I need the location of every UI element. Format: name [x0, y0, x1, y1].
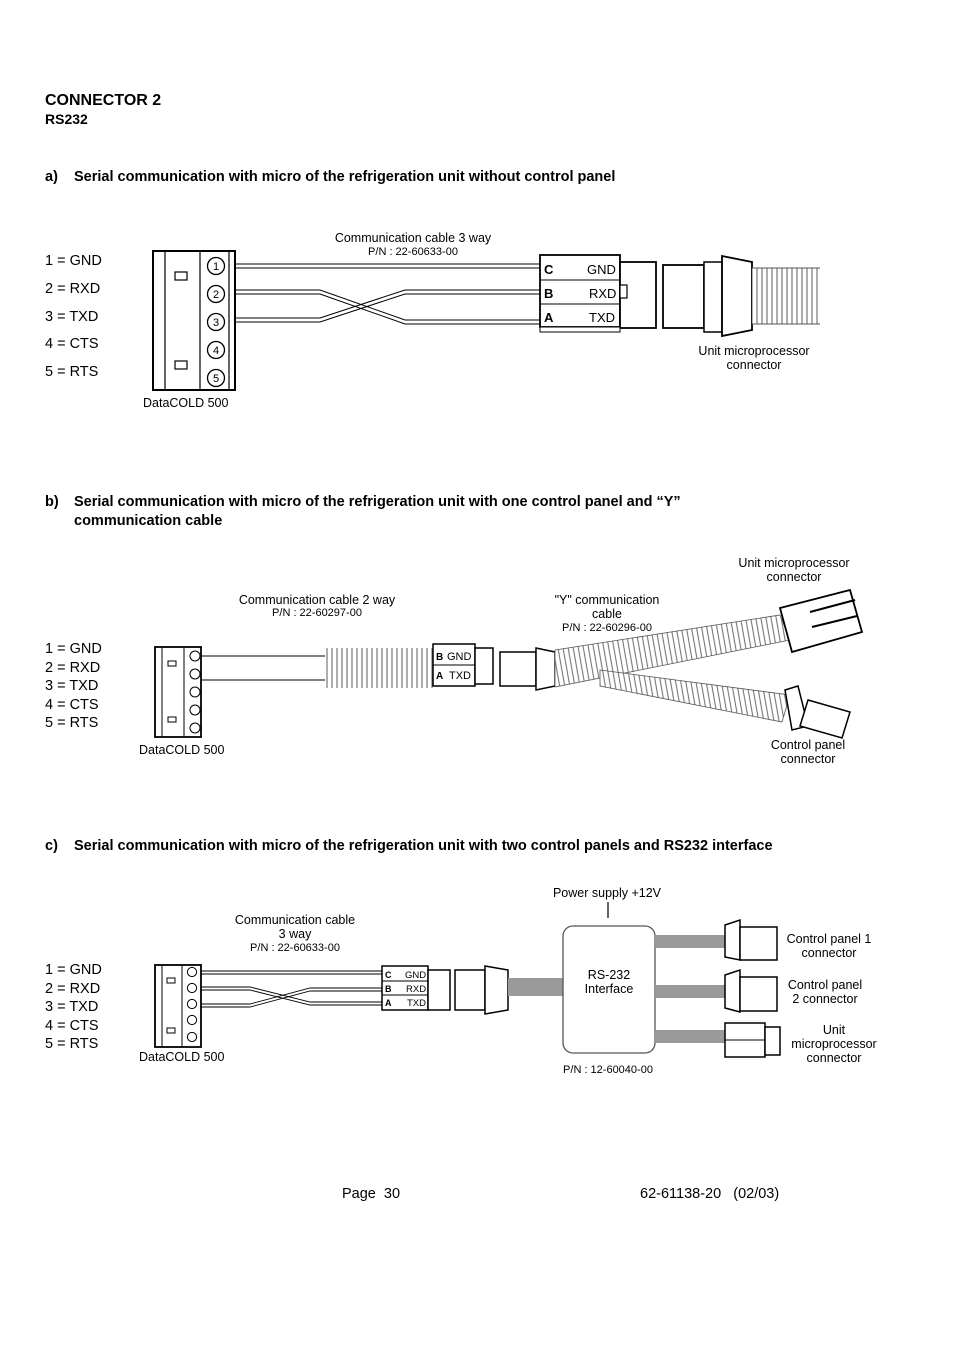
pin-item: 2 = RXD [45, 980, 101, 997]
pin-item: 4 = CTS [45, 1017, 99, 1034]
plug-letter: B [436, 652, 444, 663]
section-b-label: b) [45, 494, 59, 510]
section-c-label: c) [45, 838, 58, 854]
y-cable-label: "Y" communication cable [554, 593, 660, 621]
page-title: CONNECTOR 2 [45, 92, 162, 109]
y-cable-inlet [500, 648, 555, 690]
datacold-a-label: DataCOLD 500 [143, 396, 229, 410]
section-a-label: a) [45, 169, 58, 185]
plug-signal: GND [587, 262, 616, 277]
terminal-number: 2 [212, 289, 220, 301]
datacold-terminal-a [153, 251, 235, 390]
page-number: Page 30 [342, 1186, 401, 1202]
terminal-number: 1 [212, 261, 220, 273]
plug-a-letters [544, 262, 554, 325]
cable-a-name: Communication cable 3 way [334, 231, 492, 245]
terminal-number: 4 [212, 345, 220, 357]
pin-item: 5 = RTS [45, 364, 99, 381]
section-a-text: Serial communication with micro of the refrigeration unit without control panel [74, 169, 616, 185]
plug-signal: TXD [589, 310, 615, 325]
pin-item: 1 = GND [45, 641, 102, 657]
datacold-terminal-c [155, 965, 201, 1047]
pin-item: 2 = RXD [45, 659, 101, 676]
control-panel-b-label: Control panel connector [770, 738, 846, 766]
section-c-heading [45, 837, 925, 857]
cable-a-wires [234, 264, 540, 324]
unit-connector-a [663, 256, 820, 336]
power-supply-label: Power supply +12V [552, 886, 662, 900]
unit-connector-a-label: Unit microprocessor connector [698, 344, 810, 372]
plug-signal: GND [405, 970, 427, 981]
datacold-b-label: DataCOLD 500 [139, 743, 225, 757]
terminal-number: 3 [212, 317, 220, 329]
section-b-text-line1: Serial communication with micro of the refrigeration unit with one control panel and “Y” [74, 494, 681, 510]
datacold-terminal-b [155, 647, 201, 737]
plug-letter: A [436, 671, 444, 682]
plug-a-signals [587, 262, 616, 325]
interface-pn: P/N : 12-60040-00 [563, 1064, 653, 1076]
control-panel-2-label: Control panel 2 connector [787, 978, 863, 1006]
cable-c-to-interface [508, 978, 564, 996]
plug-signal: RXD [406, 984, 427, 995]
plug-letter: A [385, 998, 392, 1008]
cable-c-label: Communication cable 3 way [234, 913, 356, 941]
pin-item: 4 = CTS [45, 336, 99, 353]
control-panel-1-label: Control panel 1 connector [786, 932, 872, 960]
plug-letter: B [385, 984, 392, 994]
interface-output-cables [655, 935, 725, 1043]
cable-b-sleeve [325, 648, 433, 688]
pin-list-c [45, 961, 102, 1054]
pin-item: 5 = RTS [45, 1036, 99, 1053]
plug-signal: TXD [407, 998, 426, 1009]
cable-b-pn: P/N : 22-60297-00 [272, 607, 362, 619]
unit-connector-b-label: Unit microprocessor connector [738, 556, 850, 584]
pin-item: 1 = GND [45, 962, 102, 978]
pin-item: 3 = TXD [45, 308, 99, 325]
plug-letter: C [385, 970, 392, 980]
page-subtitle: RS232 [45, 111, 88, 127]
y-cable-pn: P/N : 22-60296-00 [562, 622, 652, 634]
cable-c-wires [201, 971, 382, 1007]
plug-signal: GND [447, 651, 472, 663]
pin-item: 3 = TXD [45, 678, 99, 695]
section-c-text: Serial communication with micro of the refrigeration unit with two control panels and RS232 interface [74, 838, 773, 854]
pin-item: 3 = TXD [45, 999, 99, 1016]
pin-list-b [45, 640, 102, 733]
section-b-heading [45, 493, 925, 533]
plug-signal: TXD [449, 670, 471, 682]
datacold-c-label: DataCOLD 500 [139, 1050, 225, 1064]
pin-item: 1 = GND [45, 253, 102, 269]
plug-c-signals [405, 970, 426, 1009]
section-b-text-line2: communication cable [74, 513, 223, 529]
plug-letter: B [544, 286, 554, 301]
cable-b-name: Communication cable 2 way [238, 593, 396, 607]
pin-item: 2 = RXD [45, 280, 101, 297]
control-panel-connector-b [785, 686, 850, 738]
unit-connector-c-label: Unit microprocessor connector [791, 1023, 877, 1065]
interface-label: RS-232 Interface [584, 968, 634, 996]
plug-letter: C [544, 262, 554, 277]
document-id: 62-61138-20 (02/03) [640, 1186, 780, 1202]
pin-item: 4 = CTS [45, 696, 99, 713]
control-panel-1-connector [725, 920, 777, 960]
connector-c-inlet [455, 966, 508, 1014]
terminal-number: 5 [212, 373, 220, 385]
plug-c-letters [385, 970, 392, 1008]
plug-letter: A [544, 310, 554, 325]
cable-b-wires [201, 656, 325, 680]
pin-item: 5 = RTS [45, 715, 99, 732]
cable-a-pn: P/N : 22-60633-00 [368, 246, 458, 258]
cable-c-pn: P/N : 22-60633-00 [250, 942, 340, 954]
plug-signal: RXD [589, 286, 617, 301]
control-panel-2-connector [725, 970, 777, 1012]
unit-connector-b [780, 590, 862, 652]
unit-connector-c [725, 1023, 780, 1057]
